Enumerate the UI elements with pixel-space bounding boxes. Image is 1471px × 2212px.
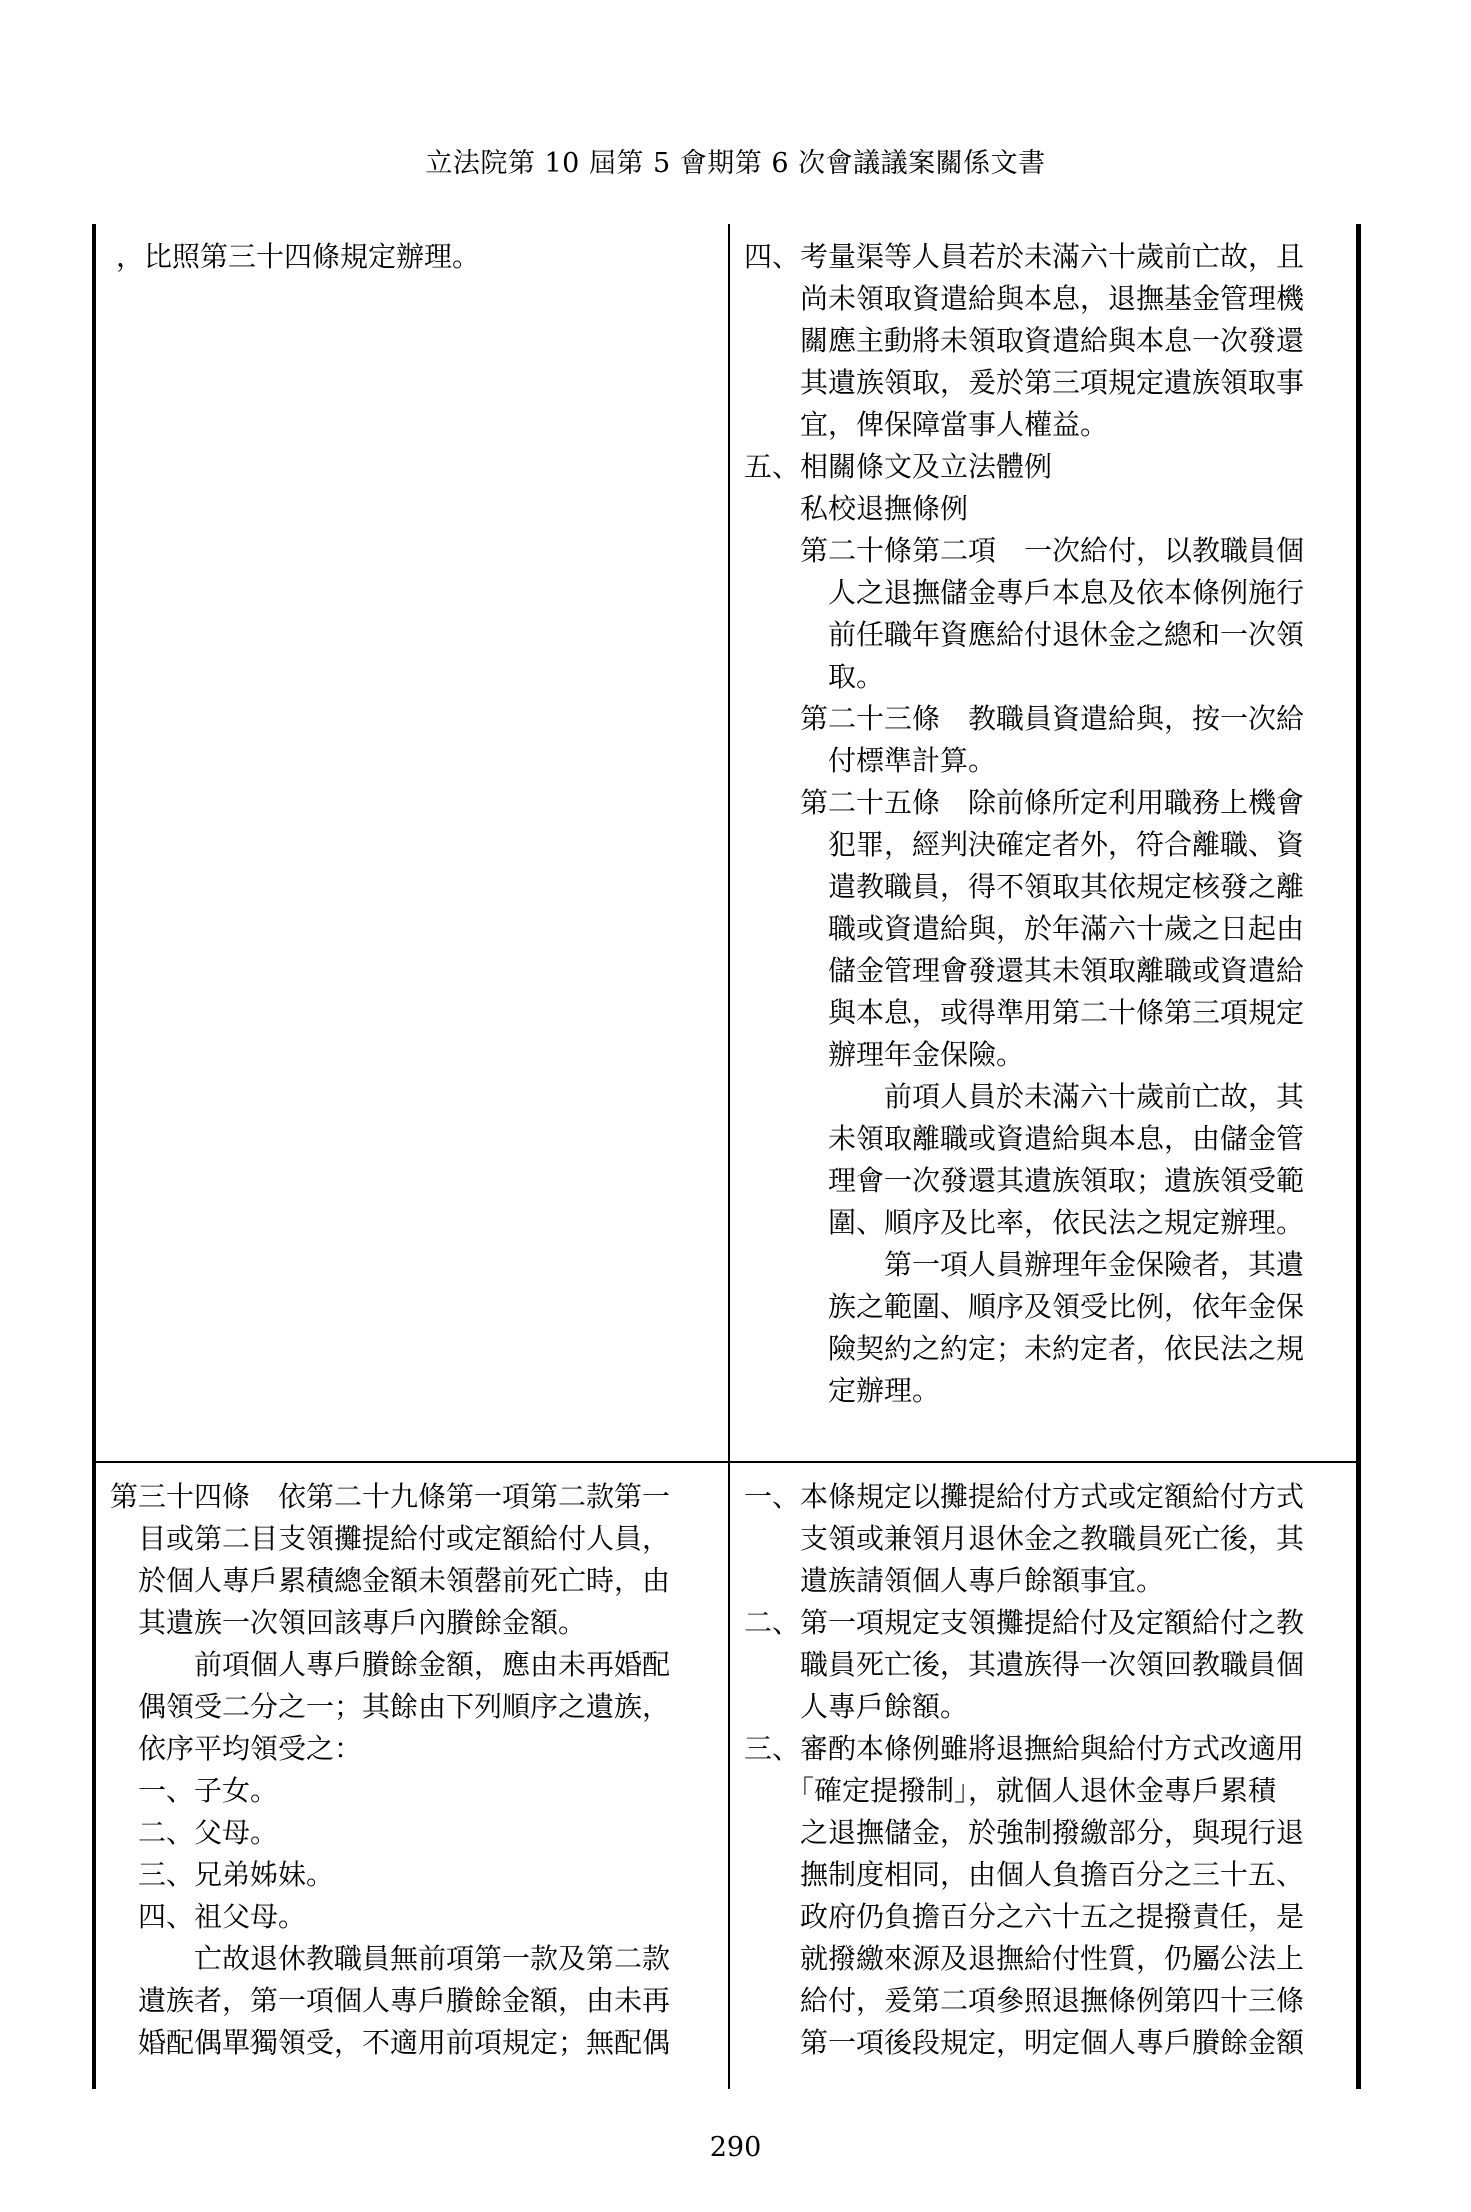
text-line: 一、子女。 [110,1774,279,1807]
document-header: 立法院第 10 屆第 5 會期第 6 次會議議案關係文書 [425,148,1046,179]
text-line: 目或第二目支領攤提給付或定額給付人員， [110,1522,671,1555]
table-border-left [92,224,96,2089]
table-row-divider [92,1461,1361,1463]
text-line: 前項人員於未滿六十歲前亡故，其 [744,1080,1305,1113]
row-2-article-text [110,1476,720,2064]
text-line: 二、父母。 [110,1816,279,1849]
text-line: 儲金管理會發還其未領取離職或資遣給 [744,954,1305,987]
text-line: 亡故退休教職員無前項第一款及第二款 [110,1942,671,1975]
text-line: 三、兄弟姊妹。 [110,1858,335,1891]
text-line: 第一項人員辦理年金保險者，其遺 [744,1248,1305,1281]
text-line: 二、第一項規定支領攤提給付及定額給付之教 [744,1606,1305,1639]
text-line: 三、審酌本條例雖將退撫給與給付方式改適用 [744,1732,1305,1765]
text-line: 婚配偶單獨領受，不適用前項規定；無配偶 [110,2026,671,2059]
text-line: 第二十條第二項 一次給付，以教職員個 [744,534,1305,567]
row-2-explanation [744,1476,1352,2064]
row-1-explanation [744,236,1352,1412]
text-line: 就撥繳來源及退撫給付性質，仍屬公法上 [744,1942,1305,1975]
text-line: 犯罪，經判決確定者外，符合離職、資 [744,828,1305,861]
text-line: 關應主動將未領取資遣給與本息一次發還 [744,324,1305,357]
text-line: 宜，俾保障當事人權益。 [744,408,1109,441]
text-line: 險契約之約定；未約定者，依民法之規 [744,1332,1305,1365]
text-line: 圍、順序及比率，依民法之規定辦理。 [744,1206,1305,1239]
text-line: 前任職年資應給付退休金之總和一次領 [744,618,1305,651]
text-line: 「確定提撥制」，就個人退休金專戶累積 [744,1774,1277,1807]
text-line: 定辦理。 [744,1374,941,1407]
text-line: 一、本條規定以攤提給付方式或定額給付方式 [744,1480,1305,1513]
text-line: 五、相關條文及立法體例 [744,450,1053,483]
text-line: 政府仍負擔百分之六十五之提撥責任，是 [744,1900,1305,1933]
text-line: 第二十三條 教職員資遣給與，按一次給 [744,702,1305,735]
text-line: 私校退撫條例 [744,492,969,525]
row-1-article-text [116,236,716,278]
text-line: 依序平均領受之： [110,1732,363,1765]
text-line: 職員死亡後，其遺族得一次領回教職員個 [744,1648,1305,1681]
text-line: 四、考量渠等人員若於未滿六十歲前亡故，且 [744,240,1305,273]
text-line: 第三十四條 依第二十九條第一項第二款第一 [110,1480,671,1513]
text-line: 人專戶餘額。 [744,1690,969,1723]
text-line: 尚未領取資遣給與本息，退撫基金管理機 [744,282,1305,315]
text-line: 辦理年金保險。 [744,1038,1025,1071]
text-line: ，比照第三十四條規定辦理。 [116,240,481,273]
text-line: 職或資遣給與，於年滿六十歲之日起由 [744,912,1305,945]
text-line: 偶領受二分之一；其餘由下列順序之遺族， [110,1690,671,1723]
text-line: 於個人專戶累積總金額未領罄前死亡時，由 [110,1564,671,1597]
page-number: 290 [709,2132,762,2163]
text-line: 取。 [744,660,885,693]
text-line: 撫制度相同，由個人負擔百分之三十五、 [744,1858,1305,1891]
text-line: 理會一次發還其遺族領取；遺族領受範 [744,1164,1305,1197]
text-line: 人之退撫儲金專戶本息及依本條例施行 [744,576,1305,609]
text-line: 遺族者，第一項個人專戶賸餘金額，由未再 [110,1984,671,2017]
table-column-divider [728,224,730,2089]
text-line: 其遺族一次領回該專戶內賸餘金額。 [110,1606,587,1639]
text-line: 給付，爰第二項參照退撫條例第四十三條 [744,1984,1305,2017]
text-line: 第一項後段規定，明定個人專戶賸餘金額 [744,2026,1305,2059]
text-line: 支領或兼領月退休金之教職員死亡後，其 [744,1522,1305,1555]
text-line: 之退撫儲金，於強制撥繳部分，與現行退 [744,1816,1305,1849]
comparison-table [92,224,1362,2089]
text-line: 未領取離職或資遣給與本息，由儲金管 [744,1122,1305,1155]
text-line: 遣教職員，得不領取其依規定核發之離 [744,870,1305,903]
table-border-right [1356,224,1361,2089]
text-line: 其遺族領取，爰於第三項規定遺族領取事 [744,366,1305,399]
text-line: 付標準計算。 [744,744,997,777]
text-line: 族之範圍、順序及領受比例，依年金保 [744,1290,1305,1323]
text-line: 遺族請領個人專戶餘額事宜。 [744,1564,1165,1597]
text-line: 前項個人專戶賸餘金額，應由未再婚配 [110,1648,671,1681]
text-line: 與本息，或得準用第二十條第三項規定 [744,996,1305,1029]
text-line: 四、祖父母。 [110,1900,307,1933]
text-line: 第二十五條 除前條所定利用職務上機會 [744,786,1305,819]
